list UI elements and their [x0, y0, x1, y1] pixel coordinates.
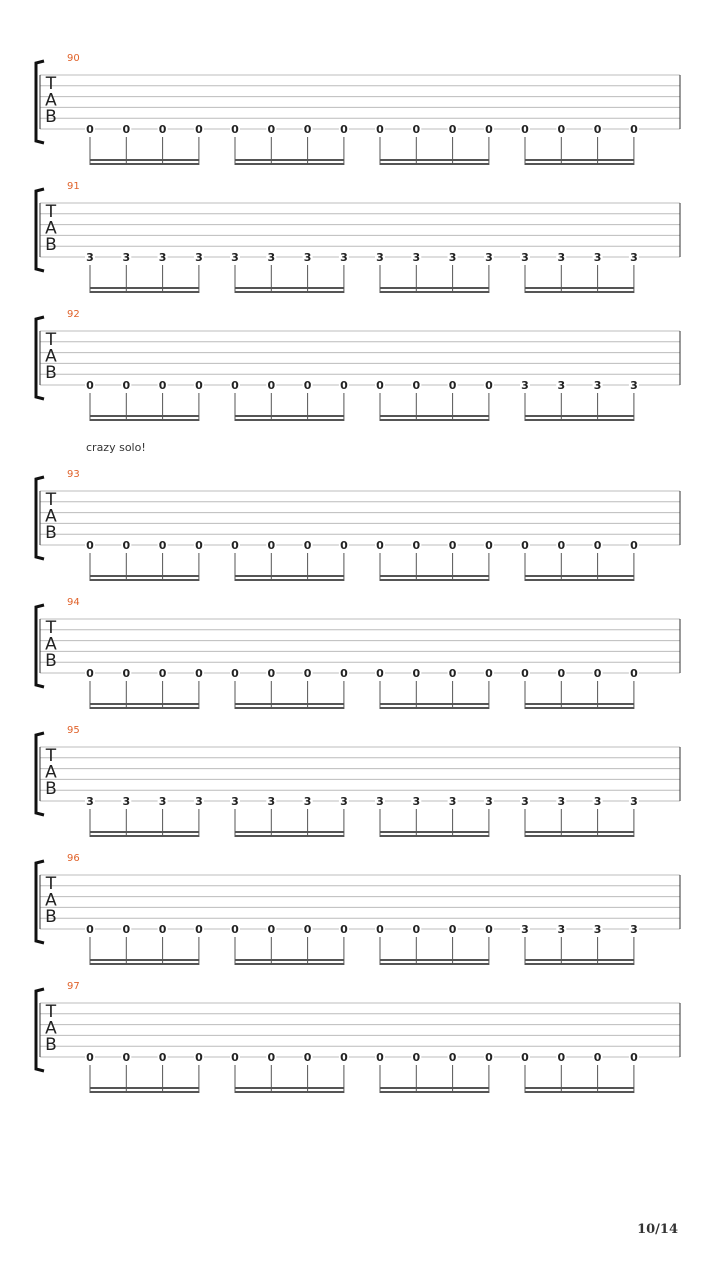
fret-number: 0: [86, 123, 94, 136]
fret-number: 0: [448, 667, 457, 680]
fret-number: 3: [448, 251, 457, 264]
tab-clef-letter: B: [45, 523, 57, 543]
note-group: [230, 538, 349, 581]
fret-number: 3: [412, 251, 421, 264]
fret-number: 3: [557, 795, 566, 808]
fret-number: 3: [557, 251, 566, 264]
note-group: [520, 666, 639, 709]
note-group: [520, 794, 639, 837]
tab-clef-letter: A: [45, 346, 57, 367]
measure-number: 94: [67, 597, 80, 608]
note-group: [375, 250, 494, 293]
fret-number: 0: [376, 379, 384, 392]
fret-number: 0: [267, 379, 276, 392]
fret-number: 3: [122, 795, 131, 808]
note-group: [520, 538, 639, 581]
note-group: [375, 538, 494, 581]
note-group: [85, 794, 204, 837]
note-group: [230, 378, 349, 421]
fret-number: 0: [158, 667, 167, 680]
fret-number: 0: [448, 123, 457, 136]
fret-number: 0: [630, 667, 638, 680]
measure-number: 91: [67, 181, 80, 192]
fret-number: 0: [630, 123, 638, 136]
note-group: [85, 250, 204, 293]
fret-number: 0: [122, 379, 131, 392]
fret-number: 0: [231, 123, 239, 136]
fret-number: 0: [158, 379, 167, 392]
fret-number: 0: [412, 667, 421, 680]
tab-clef-letter: B: [45, 107, 57, 127]
fret-number: 0: [195, 923, 203, 936]
fret-number: 0: [593, 1051, 602, 1064]
fret-number: 0: [231, 1051, 239, 1064]
tab-clef-letter: B: [45, 907, 57, 927]
fret-number: 0: [485, 923, 493, 936]
fret-number: 0: [267, 667, 276, 680]
fret-number: 3: [521, 795, 529, 808]
fret-number: 0: [86, 539, 94, 552]
fret-number: 0: [122, 123, 131, 136]
fret-number: 3: [376, 251, 384, 264]
note-group: [230, 794, 349, 837]
fret-number: 0: [557, 539, 566, 552]
fret-number: 0: [521, 1051, 529, 1064]
fret-number: 3: [158, 795, 167, 808]
fret-number: 0: [86, 667, 94, 680]
note-group: [375, 794, 494, 837]
fret-number: 3: [340, 251, 348, 264]
tab-clef-letter: A: [45, 506, 57, 527]
fret-number: 3: [630, 251, 638, 264]
fret-number: 0: [521, 539, 529, 552]
fret-number: 3: [448, 795, 457, 808]
fret-number: 3: [557, 379, 566, 392]
fret-number: 3: [231, 795, 239, 808]
fret-number: 0: [267, 1051, 276, 1064]
note-group: [520, 378, 639, 421]
fret-number: 0: [267, 923, 276, 936]
tab-clef-letter: A: [45, 634, 57, 655]
tab-clef-letter: T: [45, 618, 57, 638]
fret-number: 3: [593, 923, 602, 936]
fret-number: 0: [267, 539, 276, 552]
tab-clef-letter: A: [45, 890, 57, 911]
fret-number: 0: [593, 123, 602, 136]
fret-number: 0: [412, 539, 421, 552]
tab-clef-letter: T: [45, 202, 57, 222]
measure-number: 92: [67, 309, 80, 320]
fret-number: 0: [340, 667, 348, 680]
tab-clef-letter: A: [45, 1018, 57, 1039]
fret-number: 0: [593, 539, 602, 552]
note-group: [230, 250, 349, 293]
tab-clef-letter: A: [45, 218, 57, 239]
note-group: [230, 666, 349, 709]
fret-number: 0: [86, 379, 94, 392]
fret-number: 3: [630, 923, 638, 936]
note-group: [85, 122, 204, 165]
note-group: [85, 538, 204, 581]
fret-number: 3: [593, 251, 602, 264]
fret-number: 0: [557, 123, 566, 136]
fret-number: 0: [303, 379, 312, 392]
note-group: [375, 378, 494, 421]
tab-clef-letter: T: [45, 746, 57, 766]
note-group: [375, 666, 494, 709]
fret-number: 3: [557, 923, 566, 936]
note-group: [230, 922, 349, 965]
note-group: [230, 122, 349, 165]
fret-number: 0: [158, 123, 167, 136]
tab-system: [36, 53, 680, 165]
fret-number: 0: [303, 667, 312, 680]
note-group: [520, 922, 639, 965]
fret-number: 0: [376, 923, 384, 936]
measure-number: 97: [67, 981, 80, 992]
fret-number: 3: [593, 795, 602, 808]
fret-number: 0: [521, 667, 529, 680]
fret-number: 0: [485, 1051, 493, 1064]
fret-number: 3: [122, 251, 131, 264]
fret-number: 0: [122, 667, 131, 680]
tab-clef-letter: B: [45, 1035, 57, 1055]
fret-number: 0: [195, 379, 203, 392]
fret-number: 0: [122, 923, 131, 936]
fret-number: 3: [521, 923, 529, 936]
note-group: [85, 1050, 204, 1093]
fret-number: 0: [412, 123, 421, 136]
fret-number: 0: [195, 667, 203, 680]
fret-number: 0: [485, 539, 493, 552]
fret-number: 0: [340, 379, 348, 392]
fret-number: 0: [231, 923, 239, 936]
fret-number: 0: [303, 539, 312, 552]
fret-number: 0: [340, 539, 348, 552]
tab-clef-letter: B: [45, 235, 57, 255]
fret-number: 3: [630, 379, 638, 392]
fret-number: 3: [195, 795, 203, 808]
fret-number: 0: [557, 667, 566, 680]
fret-number: 3: [303, 251, 312, 264]
fret-number: 0: [195, 539, 203, 552]
note-group: [85, 922, 204, 965]
fret-number: 3: [340, 795, 348, 808]
fret-number: 0: [195, 1051, 203, 1064]
tab-clef-letter: B: [45, 651, 57, 671]
fret-number: 3: [412, 795, 421, 808]
fret-number: 0: [231, 667, 239, 680]
fret-number: 0: [158, 923, 167, 936]
note-group: [375, 1050, 494, 1093]
fret-number: 0: [376, 539, 384, 552]
fret-number: 3: [158, 251, 167, 264]
fret-number: 0: [122, 1051, 131, 1064]
fret-number: 3: [376, 795, 384, 808]
fret-number: 0: [448, 379, 457, 392]
tab-system: [36, 597, 680, 709]
fret-number: 3: [86, 795, 94, 808]
fret-number: 0: [231, 379, 239, 392]
fret-number: 3: [593, 379, 602, 392]
fret-number: 0: [158, 539, 167, 552]
fret-number: 0: [376, 667, 384, 680]
fret-number: 0: [485, 667, 493, 680]
fret-number: 3: [485, 251, 493, 264]
tab-system: [36, 981, 680, 1093]
tab-clef-letter: A: [45, 762, 57, 783]
note-group: [375, 122, 494, 165]
tab-system: [36, 441, 680, 581]
fret-number: 0: [303, 123, 312, 136]
fret-number: 0: [376, 1051, 384, 1064]
page-number: 10/14: [637, 1222, 678, 1237]
fret-number: 3: [231, 251, 239, 264]
fret-number: 0: [593, 667, 602, 680]
fret-number: 0: [340, 1051, 348, 1064]
note-group: [85, 378, 204, 421]
note-group: [230, 1050, 349, 1093]
tab-clef-letter: B: [45, 363, 57, 383]
fret-number: 0: [448, 923, 457, 936]
note-group: [85, 666, 204, 709]
fret-number: 0: [303, 1051, 312, 1064]
tab-clef-letter: T: [45, 74, 57, 94]
fret-number: 0: [557, 1051, 566, 1064]
tab-clef-letter: T: [45, 874, 57, 894]
tab-clef-letter: T: [45, 1002, 57, 1022]
tab-clef-letter: T: [45, 330, 57, 350]
note-group: [520, 250, 639, 293]
fret-number: 0: [412, 923, 421, 936]
tab-system: [36, 853, 680, 965]
fret-number: 3: [267, 795, 276, 808]
fret-number: 0: [231, 539, 239, 552]
fret-number: 0: [448, 1051, 457, 1064]
fret-number: 0: [630, 1051, 638, 1064]
tab-system: [36, 309, 680, 421]
fret-number: 0: [86, 923, 94, 936]
fret-number: 0: [303, 923, 312, 936]
fret-number: 3: [195, 251, 203, 264]
tab-clef-letter: T: [45, 490, 57, 510]
fret-number: 0: [86, 1051, 94, 1064]
fret-number: 0: [340, 123, 348, 136]
fret-number: 3: [485, 795, 493, 808]
fret-number: 0: [448, 539, 457, 552]
tab-system: [36, 725, 680, 837]
text-marking: crazy solo!: [86, 441, 146, 454]
measure-number: 96: [67, 853, 80, 864]
fret-number: 3: [303, 795, 312, 808]
fret-number: 0: [122, 539, 131, 552]
tab-clef-letter: A: [45, 90, 57, 111]
fret-number: 0: [485, 379, 493, 392]
fret-number: 0: [630, 539, 638, 552]
measure-number: 90: [67, 53, 80, 64]
tab-system: [36, 181, 680, 293]
fret-number: 0: [412, 379, 421, 392]
fret-number: 0: [412, 1051, 421, 1064]
tab-clef-letter: B: [45, 779, 57, 799]
note-group: [520, 1050, 639, 1093]
note-group: [520, 122, 639, 165]
fret-number: 0: [521, 123, 529, 136]
fret-number: 0: [195, 123, 203, 136]
fret-number: 0: [267, 123, 276, 136]
fret-number: 0: [340, 923, 348, 936]
fret-number: 3: [267, 251, 276, 264]
fret-number: 0: [158, 1051, 167, 1064]
fret-number: 0: [485, 123, 493, 136]
fret-number: 0: [376, 123, 384, 136]
fret-number: 3: [521, 379, 529, 392]
measure-number: 93: [67, 469, 80, 480]
fret-number: 3: [630, 795, 638, 808]
measure-number: 95: [67, 725, 80, 736]
fret-number: 3: [86, 251, 94, 264]
note-group: [375, 922, 494, 965]
fret-number: 3: [521, 251, 529, 264]
